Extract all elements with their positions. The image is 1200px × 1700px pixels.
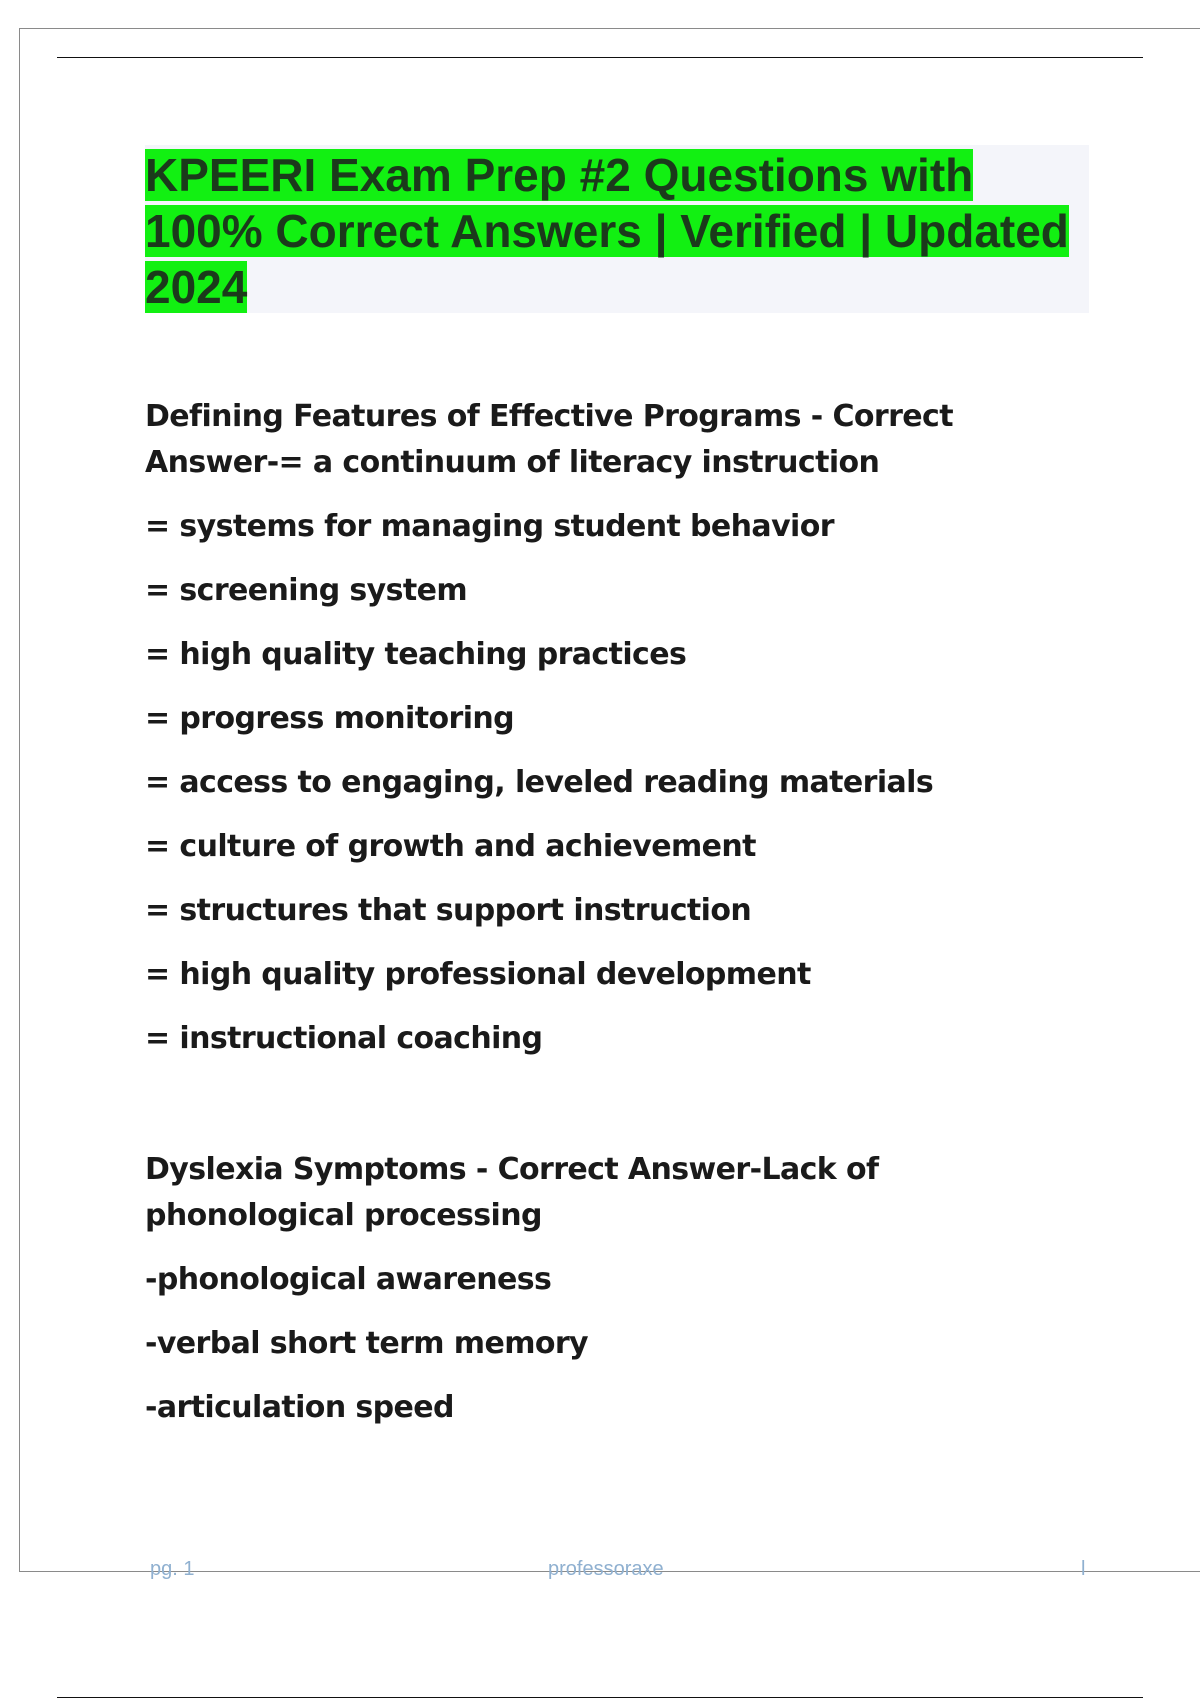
answer-line: = instructional coaching [145, 1021, 543, 1056]
answer-line: = high quality teaching practices [145, 637, 687, 672]
answer-line: = progress monitoring [145, 701, 515, 736]
question-heading: Defining Features of Effective Programs - Correct Answer-= a continuum of literacy instruction [145, 399, 953, 480]
answer-line: = access to engaging, leveled reading materials [145, 765, 934, 800]
answer-line: = high quality professional development [145, 957, 811, 992]
answer-line: -articulation speed [145, 1390, 454, 1425]
footer-page-number: pg. 1 [150, 1558, 195, 1580]
footer-author: professoraxe [548, 1558, 664, 1580]
question-heading: Dyslexia Symptoms - Correct Answer-Lack of phonological processing [145, 1152, 879, 1233]
answer-line: -verbal short term memory [145, 1326, 589, 1361]
question-block-2 [145, 1147, 1085, 1431]
answer-line: -phonological awareness [145, 1262, 552, 1297]
title-highlight: KPEERI Exam Prep #2 Questions with 100% Correct Answers | Verified | Updated 2024 [145, 149, 1069, 313]
answer-line: = systems for managing student behavior [145, 509, 834, 544]
document-title [145, 147, 1075, 315]
answer-line: = screening system [145, 573, 468, 608]
answer-line: = structures that support instruction [145, 893, 752, 928]
question-block-1 [145, 394, 1085, 1062]
footer-right-mark: l [1081, 1558, 1086, 1580]
next-page-rule [57, 1697, 1143, 1698]
answer-line: = culture of growth and achievement [145, 829, 756, 864]
header-rule [57, 57, 1143, 58]
